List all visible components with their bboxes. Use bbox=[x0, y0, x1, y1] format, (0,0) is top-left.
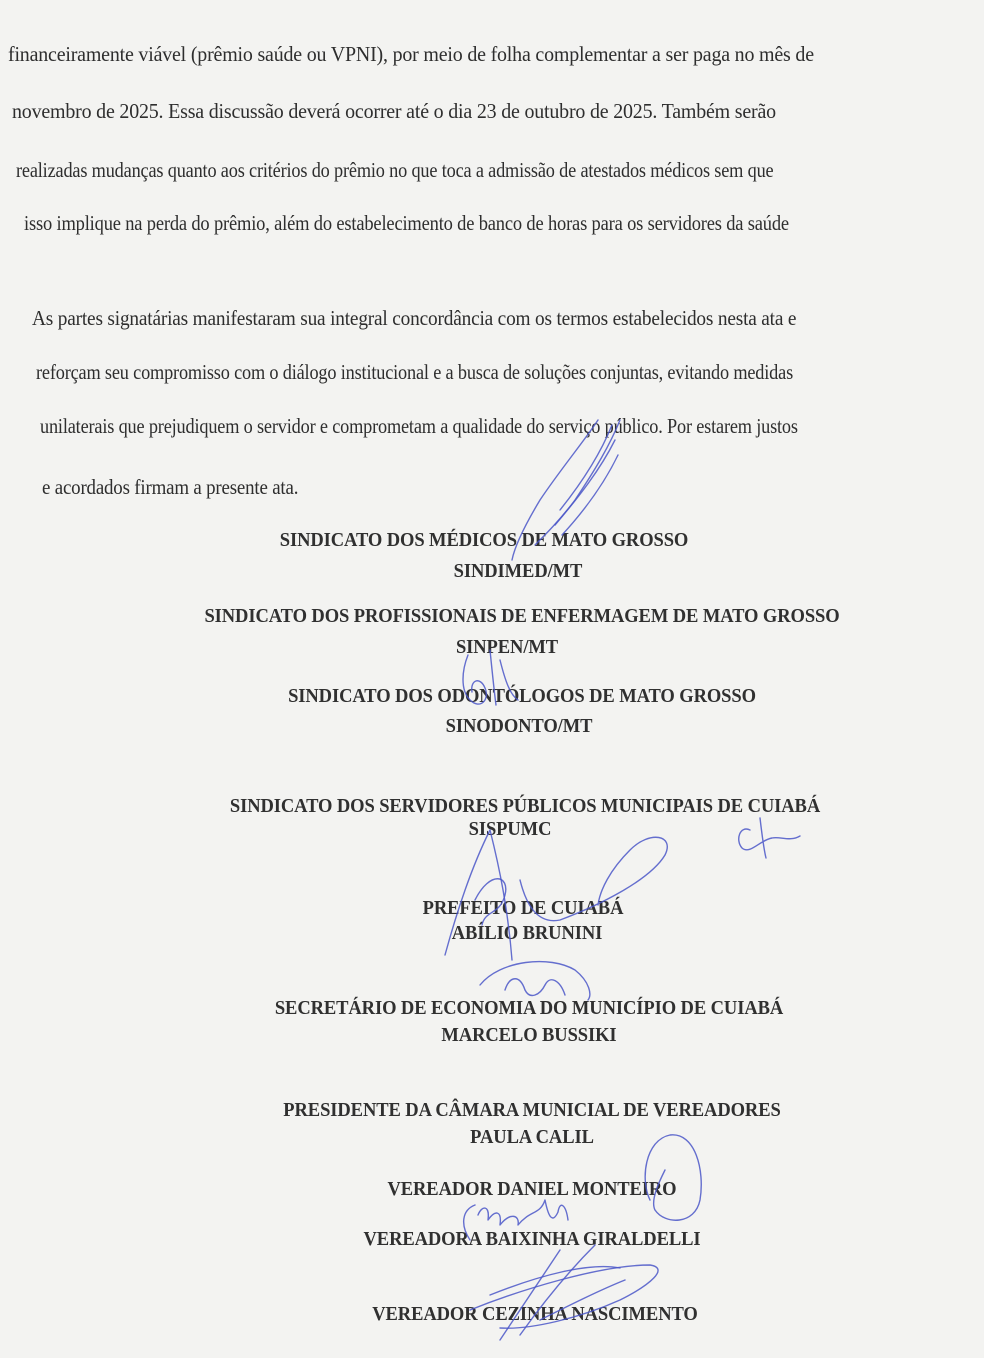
signatory-2-name: SINPEN/MT bbox=[455, 637, 559, 658]
signatory-3-name: SINODONTO/MT bbox=[445, 716, 593, 737]
signatory-8-title: VEREADOR DANIEL MONTEIRO bbox=[387, 1179, 677, 1200]
signature-secretario bbox=[480, 962, 590, 1000]
signatory-7-title: PRESIDENTE DA CÂMARA MUNICIAL DE VEREADORES bbox=[283, 1100, 781, 1121]
signatory-1-name: SINDIMED/MT bbox=[453, 561, 583, 582]
paragraph-2-line-1: As partes signatárias manifestaram sua integral concordância com os termos estabelecidos nesta ata e bbox=[32, 306, 797, 330]
paragraph-1-line-1: financeiramente viável (prêmio saúde ou VPNI), por meio de folha complementar a ser paga no mês de bbox=[8, 42, 814, 66]
paragraph-2-line-2: reforçam seu compromisso com o diálogo institucional e a busca de soluções conjuntas, evitando medidas bbox=[36, 360, 794, 384]
signatory-3-title: SINDICATO DOS ODONTÓLOGOS DE MATO GROSSO bbox=[288, 686, 756, 707]
signatory-1-title: SINDICATO DOS MÉDICOS DE MATO GROSSO bbox=[279, 530, 689, 551]
signatory-6-name: MARCELO BUSSIKI bbox=[441, 1025, 617, 1046]
signatory-5-title: PREFEITO DE CUIABÁ bbox=[422, 898, 624, 919]
paragraph-1-line-3: realizadas mudanças quanto aos critérios do prêmio no que toca a admissão de atestados médicos sem que bbox=[16, 158, 774, 182]
signatory-9-title: VEREADORA BAIXINHA GIRALDELLI bbox=[363, 1229, 701, 1250]
paragraph-2-line-4: e acordados firmam a presente ata. bbox=[42, 475, 299, 499]
paragraph-2-line-3: unilaterais que prejudiquem o servidor e comprometam a qualidade do serviço público. Por estarem justos bbox=[40, 414, 798, 438]
signatory-4-name: SISPUMC bbox=[468, 819, 552, 840]
paragraph-1-line-4: isso implique na perda do prêmio, além do estabelecimento de banco de horas para os servidores da saúde bbox=[24, 211, 789, 235]
signatory-10-title: VEREADOR CEZINHA NASCIMENTO bbox=[372, 1304, 698, 1325]
signatory-7-name: PAULA CALIL bbox=[470, 1127, 594, 1148]
signatory-6-title: SECRETÁRIO DE ECONOMIA DO MUNICÍPIO DE CUIABÁ bbox=[274, 998, 784, 1019]
signatory-2-title: SINDICATO DOS PROFISSIONAIS DE ENFERMAGEM DE MATO GROSSO bbox=[204, 606, 840, 627]
signatory-4-title: SINDICATO DOS SERVIDORES PÚBLICOS MUNICIPAIS DE CUIABÁ bbox=[229, 796, 821, 817]
paragraph-1-line-2: novembro de 2025. Essa discussão deverá ocorrer até o dia 23 de outubro de 2025. Também serão bbox=[12, 99, 776, 123]
signatory-5-name: ABÍLIO BRUNINI bbox=[451, 923, 603, 944]
